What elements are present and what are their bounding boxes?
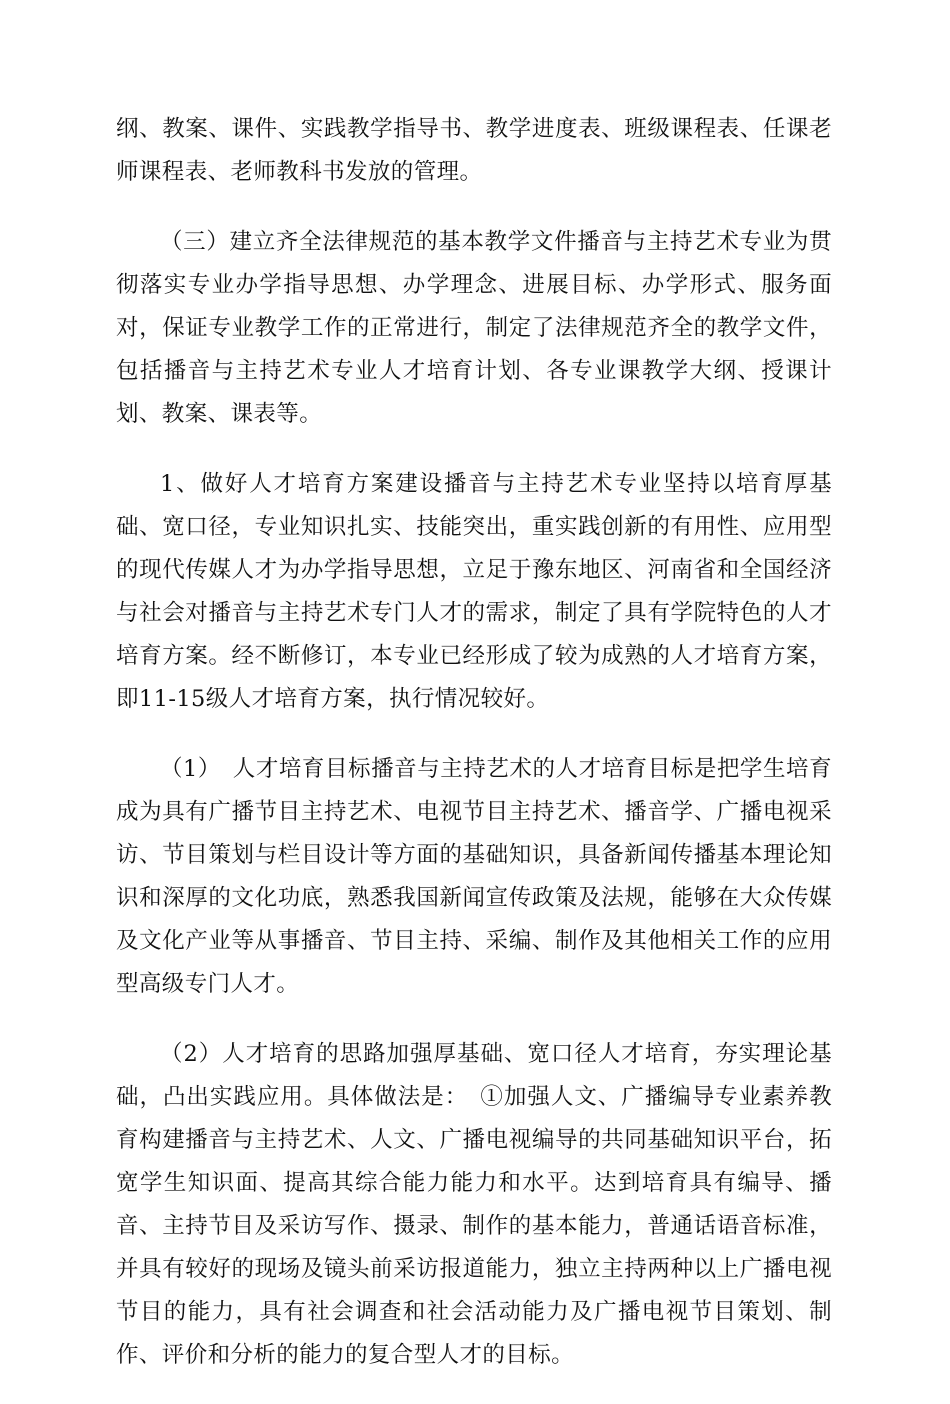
paragraph-training-plan: 1、做好人才培育方案建设播音与主持艺术专业坚持以培育厚基础、宽口径，专业知识扎实、技能突出，重实践创新的有用性、应用型的现代传媒人才为办学指导思想，立足于豫东地区、河南省和全国经济与社会对播音与主持艺术专门人才的需求，制定了具有学院特色的人才培育方案。经不断修订，本专业已经形成了较为成熟的人才培育方案，即11-15级人才培育方案，执行情况较好。 <box>116 471 832 712</box>
document-page <box>116 108 832 1404</box>
paragraph-continuation: 纲、教案、课件、实践教学指导书、教学进度表、班级课程表、任课老师课程表、老师教科书发放的管理。 <box>116 116 832 185</box>
paragraph-training-approach: （2）人才培育的思路加强厚基础、宽口径人才培育，夯实理论基础，凸出实践应用。具体做法是： ①加强人文、广播编导专业素养教育构建播音与主持艺术、人文、广播电视编导的共同基础知识平台，拓宽学生知识面、提高其综合能力能力和水平。达到培育具有编导、播音、主持节目及采访写作、摄录、制作的基本能力，普通话语音标准，并具有较好的现场及镜头前采访报道能力，独立主持两种以上广播电视节目的能力，具有社会调查和社会活动能力及广播电视节目策划、制作、评价和分析的能力的复合型人才的目标。 <box>116 1041 832 1368</box>
paragraph-training-goal: （1） 人才培育目标播音与主持艺术的人才培育目标是把学生培育成为具有广播节目主持艺术、电视节目主持艺术、播音学、广播电视采访、节目策划与栏目设计等方面的基础知识，具备新闻传播基本理论知识和深厚的文化功底，熟悉我国新闻宣传政策及法规，能够在大众传媒及文化产业等从事播音、节目主持、采编、制作及其他相关工作的应用型高级专门人才。 <box>116 756 832 997</box>
paragraph-section-three: （三）建立齐全法律规范的基本教学文件播音与主持艺术专业为贯彻落实专业办学指导思想、办学理念、进展目标、办学形式、服务面对，保证专业教学工作的正常进行，制定了法律规范齐全的教学文件，包括播音与主持艺术专业人才培育计划、各专业课教学大纲、授课计划、教案、课表等。 <box>116 229 832 427</box>
